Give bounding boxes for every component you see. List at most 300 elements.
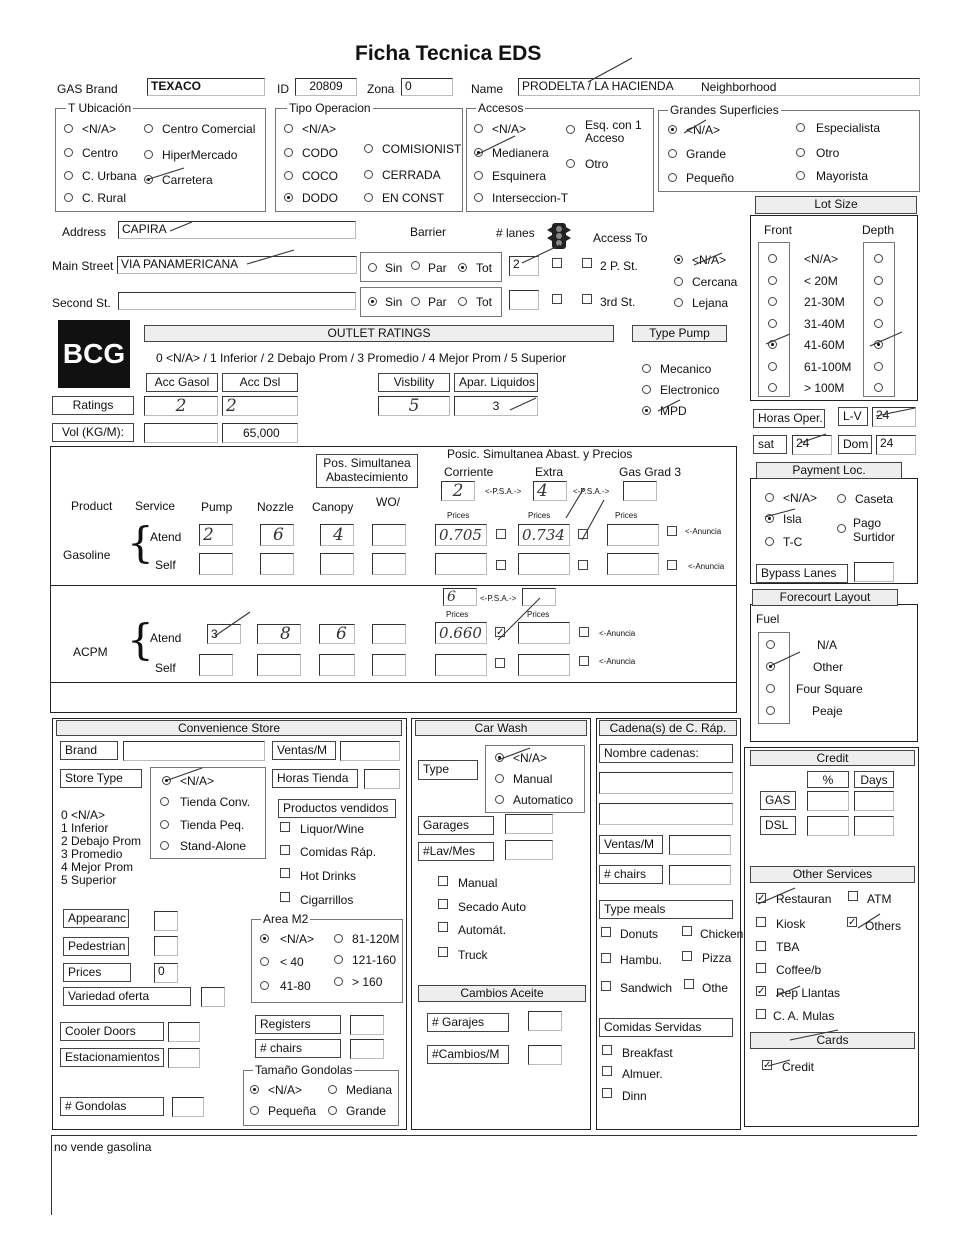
gasoline-self-price-extra[interactable] xyxy=(518,553,570,575)
lot-size-title: Lot Size xyxy=(755,196,917,214)
second-barrier-par-radio[interactable] xyxy=(411,297,420,306)
service-restauran-label: Restauran xyxy=(776,892,832,906)
outlet-ratings-title: OUTLET RATINGS xyxy=(144,325,614,342)
lot-front-radio[interactable] xyxy=(768,362,777,371)
cs-product-liquor-check[interactable] xyxy=(280,822,290,832)
prices-label-1: Prices xyxy=(447,511,470,520)
acpm-self-nozzle-field[interactable] xyxy=(257,654,301,676)
neighborhood-label: Neighborhood xyxy=(701,80,777,94)
second-st-field[interactable] xyxy=(118,292,356,310)
pump-mecanico-radio[interactable] xyxy=(642,364,651,373)
accesos-interseccion-radio[interactable] xyxy=(474,193,483,202)
acpm-self-pump-field[interactable] xyxy=(199,654,233,676)
second-st-label: Second St. xyxy=(52,296,111,310)
cs-area-81-radio[interactable] xyxy=(334,934,343,943)
cs-prices-field[interactable]: 0 xyxy=(154,963,178,983)
name-label: Name xyxy=(471,82,504,96)
vol-dsl-field[interactable]: 65,000 xyxy=(222,423,298,443)
lv-field[interactable]: 24 xyxy=(872,407,916,427)
vol-label: Vol (KG/M): xyxy=(52,423,134,442)
acpm-atend-wo-field[interactable] xyxy=(372,624,406,644)
dom-field[interactable]: 24 xyxy=(876,435,916,455)
credit-gas-days-field[interactable] xyxy=(854,791,894,811)
meal-donuts-label: Donuts xyxy=(620,927,659,941)
cs-product-liquor-label: Liquor/Wine xyxy=(300,822,365,836)
cs-area-41-radio[interactable] xyxy=(260,981,269,990)
service-tba-label: TBA xyxy=(776,940,800,954)
acpm-psa-label: <-P.S.A.-> xyxy=(480,594,517,603)
gs-otro-radio[interactable] xyxy=(796,148,805,157)
access-cercana-label: Cercana xyxy=(692,275,738,289)
tipo-op-coco-radio[interactable] xyxy=(284,171,293,180)
cs-tamano-pequena-radio[interactable] xyxy=(250,1106,259,1115)
cards-credit-label: Credit xyxy=(782,1060,815,1074)
lot-size-option-label: < 20M xyxy=(804,273,838,288)
cs-pedestrian-label: Pedestrian xyxy=(63,937,129,956)
gasoline-self-label: Self xyxy=(155,558,176,572)
main-lanes-check-1[interactable] xyxy=(552,258,562,268)
second-barrier-sin-radio[interactable] xyxy=(368,297,377,306)
ca-cambios-field[interactable] xyxy=(528,1045,562,1065)
lot-front-radio[interactable] xyxy=(768,383,777,392)
credit-dsl-pct-field[interactable] xyxy=(807,816,849,836)
cs-area-na-radio[interactable] xyxy=(260,934,269,943)
ratings-label: Ratings xyxy=(52,396,134,415)
type-pump-title: Type Pump xyxy=(632,325,727,342)
gasoline-atend-anuncia-check-1[interactable] xyxy=(496,529,506,539)
lot-size-option-label: 31-40M xyxy=(804,316,845,331)
gasoline-self-anuncia-label: <-Anuncia xyxy=(688,562,725,571)
main-barrier-tot-label: Tot xyxy=(476,261,493,275)
acpm-psa-field[interactable]: 6 xyxy=(443,588,477,606)
third-st-checkbox[interactable] xyxy=(582,294,592,304)
gasoline-atend-pump-field[interactable]: 2 xyxy=(199,524,233,546)
acpm-atend-label: Atend xyxy=(150,631,182,645)
gs-pequeno-label: Pequeño xyxy=(686,171,735,185)
cw-type-manual-radio[interactable] xyxy=(495,774,504,783)
pump-electronico-radio[interactable] xyxy=(642,385,651,394)
pump-electronico-label: Electronico xyxy=(660,383,720,397)
gasoline-self-canopy-field[interactable] xyxy=(320,553,354,575)
acc-dsl-label: Acc Dsl xyxy=(222,373,298,392)
cs-product-hot-drinks-label: Hot Drinks xyxy=(300,869,357,883)
gs-especialista-radio[interactable] xyxy=(796,123,805,132)
acpm-atend-pump-field[interactable]: 3 xyxy=(207,624,241,644)
cs-tamano-grande-radio[interactable] xyxy=(328,1106,337,1115)
tipo-op-cerrada-radio[interactable] xyxy=(364,170,373,179)
cw-type-auto-radio[interactable] xyxy=(495,795,504,804)
acpm-self-anuncia-check-1[interactable] xyxy=(495,658,505,668)
credit-title: Credit xyxy=(750,750,915,766)
cadenas-nombre-field-2[interactable] xyxy=(599,803,733,825)
cs-scale-1: 1 Inferior xyxy=(61,821,109,835)
payment-caseta-radio[interactable] xyxy=(837,494,846,503)
gasoline-self-anuncia-check-2[interactable] xyxy=(578,560,588,570)
lot-front-radio[interactable] xyxy=(768,297,777,306)
convenience-title: Convenience Store xyxy=(56,720,402,736)
access-na-radio[interactable] xyxy=(674,255,683,264)
gasoline-self-anuncia-check-3[interactable] xyxy=(667,560,677,570)
cs-store-conv-radio[interactable] xyxy=(160,797,169,806)
forecourt-other-radio[interactable] xyxy=(766,662,775,671)
breakfast-check[interactable] xyxy=(602,1045,612,1055)
cs-gondolas-field[interactable] xyxy=(172,1097,204,1117)
gs-mayorista-radio[interactable] xyxy=(796,171,805,180)
cw-truck-check[interactable] xyxy=(438,947,448,957)
cs-product-hot-drinks-check[interactable] xyxy=(280,868,290,878)
second-lanes-field[interactable] xyxy=(509,290,539,310)
acpm-brace: { xyxy=(127,615,154,664)
gasoline-self-nozzle-field[interactable] xyxy=(260,553,294,575)
lot-front-radio[interactable] xyxy=(768,254,777,263)
cs-scale-0: 0 <N/A> xyxy=(61,808,106,822)
main-lanes-field[interactable]: 2 xyxy=(509,256,539,276)
gas-brand-label: GAS Brand xyxy=(57,82,118,96)
payment-isla-radio[interactable] xyxy=(765,514,774,523)
accesos-otro-radio[interactable] xyxy=(566,159,575,168)
second-barrier-tot-radio[interactable] xyxy=(458,297,467,306)
credit-dsl-days-field[interactable] xyxy=(854,816,894,836)
accesos-interseccion-label: Interseccion-T xyxy=(492,191,569,205)
cw-type-auto-label: Automatico xyxy=(513,793,574,807)
access-lejana-radio[interactable] xyxy=(674,298,683,307)
cs-tamano-mediana-radio[interactable] xyxy=(328,1085,337,1094)
lot-depth-radio[interactable] xyxy=(874,362,883,371)
tipo-op-comisionist-radio[interactable] xyxy=(364,144,373,153)
tipo-op-codo-label: CODO xyxy=(302,146,338,160)
dinn-check[interactable] xyxy=(602,1088,612,1098)
main-street-field[interactable]: VIA PANAMERICANA xyxy=(117,256,357,274)
lot-depth-radio[interactable] xyxy=(874,383,883,392)
cs-brand-label: Brand xyxy=(60,741,118,760)
accesos-otro-label: Otro xyxy=(585,157,609,171)
cs-pedestrian-field[interactable] xyxy=(154,936,178,956)
tipo-op-na-radio[interactable] xyxy=(284,124,293,133)
acpm-product-label: ACPM xyxy=(73,645,108,659)
meal-pizza-check[interactable] xyxy=(682,951,692,961)
other-services-title: Other Services xyxy=(750,866,915,883)
accesos-esq-radio[interactable] xyxy=(566,125,575,134)
dinn-label: Dinn xyxy=(622,1089,647,1103)
forecourt-na-label: N/A xyxy=(817,638,838,652)
cs-product-comidas-label: Comidas Ráp. xyxy=(300,845,377,859)
pump-mpd-label: MPD xyxy=(660,404,687,418)
gasoline-self-price-grad3[interactable] xyxy=(607,553,659,575)
credit-gas-pct-field[interactable] xyxy=(807,791,849,811)
accesos-medianera-radio[interactable] xyxy=(474,148,483,157)
lot-size-option-label: 61-100M xyxy=(804,359,852,374)
pos-simultanea-label: Pos. Simultanea Abastecimiento xyxy=(316,454,418,488)
gs-na-radio[interactable] xyxy=(668,125,677,134)
cadenas-ventas-field[interactable] xyxy=(669,835,731,855)
pump-mpd-radio[interactable] xyxy=(642,406,651,415)
cw-automat-check[interactable] xyxy=(438,922,448,932)
t-ubicacion-carretera-radio[interactable] xyxy=(144,175,153,184)
access-cercana-radio[interactable] xyxy=(674,277,683,286)
cs-variedad-field[interactable] xyxy=(201,987,225,1007)
cw-secado-label: Secado Auto xyxy=(458,900,527,914)
gs-grande-radio[interactable] xyxy=(668,149,677,158)
service-kiosk-check[interactable] xyxy=(756,917,766,927)
gasoline-atend-canopy-field[interactable]: 4 xyxy=(320,524,354,546)
main-barrier-par-label: Par xyxy=(428,261,447,275)
second-barrier-sin-label: Sin xyxy=(385,295,403,309)
lot-depth-radio[interactable] xyxy=(874,340,883,349)
lot-depth-radio[interactable] xyxy=(874,254,883,263)
third-st-label: 3rd St. xyxy=(600,295,636,309)
cs-estacionamientos-label: Estacionamientos xyxy=(60,1048,164,1067)
pump-mecanico-label: Mecanico xyxy=(660,362,712,376)
t-ubicacion-na-radio[interactable] xyxy=(64,124,73,133)
pump-col-label: Pump xyxy=(201,500,233,514)
gasoline-self-pump-field[interactable] xyxy=(199,553,233,575)
second-lanes-check-1[interactable] xyxy=(552,294,562,304)
rating-acc-gasol-field[interactable]: 2 xyxy=(144,396,218,416)
acpm-self-wo-field[interactable] xyxy=(372,654,406,676)
service-coffee-check[interactable] xyxy=(756,963,766,973)
cw-manual-check[interactable] xyxy=(438,876,448,886)
cs-variedad-label: Variedad oferta xyxy=(63,987,191,1006)
nozzle-col-label: Nozzle xyxy=(257,500,294,514)
cadenas-nombre-field-1[interactable] xyxy=(599,772,733,794)
cw-type-manual-label: Manual xyxy=(513,772,553,786)
gs-pequeno-radio[interactable] xyxy=(668,173,677,182)
payment-caseta-label: Caseta xyxy=(855,492,894,506)
cadenas-title: Cadena(s) de C. Ráp. xyxy=(599,720,737,736)
t-ubicacion-c-rural-radio[interactable] xyxy=(64,193,73,202)
lot-front-radio[interactable] xyxy=(768,340,777,349)
cs-tamano-title: Tamaño Gondolas xyxy=(255,1063,353,1077)
lot-depth-radio[interactable] xyxy=(874,319,883,328)
cadenas-chairs-field[interactable] xyxy=(669,865,731,885)
cs-area-121-radio[interactable] xyxy=(334,955,343,964)
tipo-op-en-const-label: EN CONST xyxy=(382,191,445,205)
zona-field[interactable]: 0 xyxy=(401,78,453,96)
cw-garages-field[interactable] xyxy=(505,814,553,834)
cs-store-na-radio[interactable] xyxy=(162,776,171,785)
t-ubicacion-c-urbana-label: C. Urbana xyxy=(82,169,137,183)
meal-donuts-check[interactable] xyxy=(601,927,611,937)
lot-depth-radio[interactable] xyxy=(874,276,883,285)
meal-hambu-label: Hambu. xyxy=(620,953,663,967)
service-others-check[interactable]: ✓ xyxy=(848,917,857,928)
tipo-op-na-label: <N/A> xyxy=(302,122,337,136)
cs-estacionamientos-field[interactable] xyxy=(168,1048,200,1068)
accesos-esq-label: Esq. con 1 Acceso xyxy=(585,118,642,145)
prices-label-3: Prices xyxy=(615,511,638,520)
canopy-col-label: Canopy xyxy=(312,500,354,514)
cs-tamano-mediana-label: Mediana xyxy=(346,1083,393,1097)
gs-grande-label: Grande xyxy=(686,147,727,161)
cs-product-comidas-check[interactable] xyxy=(280,845,290,855)
gasoline-atend-anuncia-check-2[interactable] xyxy=(578,529,588,539)
acpm-self-price-field-2[interactable] xyxy=(518,654,570,676)
gasoline-atend-wo-field[interactable] xyxy=(372,524,406,546)
cs-tamano-na-radio[interactable] xyxy=(250,1085,259,1094)
acpm-atend-nozzle-field[interactable]: 8 xyxy=(257,624,301,644)
name-field[interactable] xyxy=(518,78,920,96)
psa-label-1: <-P.S.A.-> xyxy=(485,487,522,496)
gasoline-atend-price-grad3[interactable] xyxy=(607,524,659,546)
lot-front-radio[interactable] xyxy=(768,276,777,285)
acpm-atend-anuncia-check-2[interactable] xyxy=(579,627,589,637)
cw-secado-check[interactable] xyxy=(438,899,448,909)
rating-visibility-field[interactable]: 5 xyxy=(378,396,450,416)
main-barrier-sin-radio[interactable] xyxy=(368,263,377,272)
cs-store-peq-radio[interactable] xyxy=(160,820,169,829)
gasoline-atend-price-corriente[interactable]: 0.705 xyxy=(435,524,487,546)
cs-area-160-label: > 160 xyxy=(352,975,383,989)
cs-registers-field[interactable] xyxy=(350,1015,384,1035)
cs-scale-3: 3 Promedio xyxy=(61,847,123,861)
service-restauran-check[interactable]: ✓ xyxy=(757,893,766,904)
gasoline-product-label: Gasoline xyxy=(63,548,111,562)
gas-brand-field[interactable]: TEXACO xyxy=(147,78,265,96)
meal-sandwich-check[interactable] xyxy=(601,981,611,991)
cs-area-160-radio[interactable] xyxy=(334,977,343,986)
accesos-esquinera-label: Esquinera xyxy=(492,169,547,183)
cs-area-40-radio[interactable] xyxy=(260,957,269,966)
cs-scale-2: 2 Debajo Prom xyxy=(61,834,142,848)
access-na-label: <N/A> xyxy=(692,253,727,267)
t-ubicacion-centro-comercial-radio[interactable] xyxy=(144,124,153,133)
cs-appearance-field[interactable] xyxy=(154,911,178,931)
t-ubicacion-centro-label: Centro xyxy=(82,146,119,160)
cw-lav-field[interactable] xyxy=(505,840,553,860)
payment-tc-radio[interactable] xyxy=(765,537,774,546)
lot-depth-label: Depth xyxy=(862,223,895,237)
meal-chicken-check[interactable] xyxy=(682,926,692,936)
notes-field[interactable] xyxy=(51,1135,917,1215)
bypass-lanes-field[interactable] xyxy=(854,562,894,582)
acpm-atend-price-field-2[interactable] xyxy=(518,622,570,644)
cs-ventas-field[interactable] xyxy=(340,741,400,761)
credit-days-label: Days xyxy=(854,771,894,788)
cs-ventas-label: Ventas/M xyxy=(272,741,336,760)
corriente-psa-field[interactable]: 2 xyxy=(441,481,475,501)
vol-gasol-field[interactable] xyxy=(144,423,218,443)
cw-type-na-radio[interactable] xyxy=(495,753,504,762)
gasoline-self-wo-field[interactable] xyxy=(372,553,406,575)
service-rep-llantas-check[interactable]: ✓ xyxy=(757,986,766,997)
gasoline-atend-price-extra[interactable]: 0.734 xyxy=(518,524,570,546)
gasoline-self-price-corriente[interactable] xyxy=(435,553,487,575)
second-barrier-par-label: Par xyxy=(428,295,447,309)
cs-cooler-field[interactable] xyxy=(168,1022,200,1042)
accesos-esquinera-radio[interactable] xyxy=(474,171,483,180)
cadenas-nombre-label: Nombre cadenas: xyxy=(599,744,733,763)
forecourt-four-square-radio[interactable] xyxy=(766,684,775,693)
meal-hambu-check[interactable] xyxy=(601,953,611,963)
gasoline-atend-nozzle-field[interactable]: 6 xyxy=(260,524,294,546)
main-street-label: Main Street xyxy=(52,259,114,273)
grad3-psa-field[interactable] xyxy=(623,481,657,501)
acpm-self-anuncia-check-2[interactable] xyxy=(579,656,589,666)
lanes-label: # lanes xyxy=(496,226,535,240)
cambios-aceite-title: Cambios Aceite xyxy=(418,985,586,1002)
rating-apar-field[interactable]: 3 xyxy=(454,396,538,416)
cs-area-40-label: < 40 xyxy=(280,955,304,969)
id-field[interactable]: 20809 xyxy=(295,78,357,96)
accesos-na-radio[interactable] xyxy=(474,124,483,133)
credit-dsl-label: DSL xyxy=(760,816,796,835)
acpm-self-price-field[interactable] xyxy=(435,654,487,676)
acpm-self-label: Self xyxy=(155,661,176,675)
rating-acc-dsl-field[interactable]: 2 xyxy=(222,396,298,416)
tipo-op-en-const-radio[interactable] xyxy=(364,193,373,202)
cw-automat-label: Automát. xyxy=(458,923,507,937)
forecourt-na-radio[interactable] xyxy=(766,640,775,649)
acpm-atend-anuncia-check-1[interactable]: ✓ xyxy=(496,627,505,638)
payment-surtidor-radio[interactable] xyxy=(837,524,846,533)
id-label: ID xyxy=(277,82,289,96)
address-label: Address xyxy=(62,225,107,239)
acpm-atend-canopy-field[interactable]: 6 xyxy=(319,624,355,644)
service-atm-check[interactable] xyxy=(848,891,858,901)
cs-store-stand-radio[interactable] xyxy=(160,841,169,850)
almuer-check[interactable] xyxy=(602,1066,612,1076)
acpm-atend-anuncia-label: <-Anuncia xyxy=(599,629,636,638)
lot-front-radio[interactable] xyxy=(768,319,777,328)
cs-scale-list xyxy=(61,809,141,887)
forecourt-peaje-radio[interactable] xyxy=(766,706,775,715)
traffic-light-icon xyxy=(546,221,572,251)
gasoline-self-anuncia-check-1[interactable] xyxy=(496,560,506,570)
acpm-self-canopy-field[interactable] xyxy=(319,654,355,676)
extra-psa-field[interactable]: 4 xyxy=(533,481,567,501)
tipo-op-dodo-radio[interactable] xyxy=(284,193,293,202)
service-kiosk-label: Kiosk xyxy=(776,917,806,931)
accesos-na-label: <N/A> xyxy=(492,122,527,136)
cs-brand-field[interactable] xyxy=(123,741,265,761)
cs-scale-4: 4 Mejor Prom xyxy=(61,860,134,874)
ca-garajes-field[interactable] xyxy=(528,1011,562,1031)
cs-chairs-field[interactable] xyxy=(350,1039,384,1059)
credit-pct-label: % xyxy=(807,771,849,788)
cards-credit-check[interactable]: ✓ xyxy=(763,1060,772,1071)
cs-productos-label: Productos vendidos xyxy=(278,799,396,818)
meal-othe-check[interactable] xyxy=(684,979,694,989)
p-st-checkbox[interactable] xyxy=(582,258,592,268)
main-barrier-par-radio[interactable] xyxy=(411,261,420,270)
t-ubicacion-centro-radio[interactable] xyxy=(64,148,73,157)
service-others-label: Others xyxy=(865,919,902,933)
address-field[interactable]: CAPIRA xyxy=(118,221,356,239)
acpm-prices-label-1: Prices xyxy=(446,610,469,619)
payment-title: Payment Loc. xyxy=(756,462,902,479)
barrier-label: Barrier xyxy=(410,225,447,239)
sat-field[interactable]: 24 xyxy=(792,435,832,455)
gasoline-atend-anuncia-check-3[interactable] xyxy=(667,526,677,536)
cs-product-cigarrillos-check[interactable] xyxy=(280,892,290,902)
main-barrier-tot-radio[interactable] xyxy=(458,263,467,272)
t-ubicacion-c-urbana-radio[interactable] xyxy=(64,171,73,180)
lot-size-option-label: 21-30M xyxy=(804,295,845,309)
tipo-op-codo-radio[interactable] xyxy=(284,148,293,157)
payment-na-radio[interactable] xyxy=(765,493,774,502)
cs-horas-field[interactable] xyxy=(364,769,400,789)
acpm-atend-price-field[interactable]: 0.660 xyxy=(435,622,487,644)
acpm-psa-field-2[interactable] xyxy=(522,588,556,606)
main-barrier-sin-label: Sin xyxy=(385,261,403,275)
payment-na-label: <N/A> xyxy=(783,491,818,505)
service-tba-check[interactable] xyxy=(756,941,766,951)
t-ubicacion-hipermercado-radio[interactable] xyxy=(144,150,153,159)
lot-depth-radio[interactable] xyxy=(874,297,883,306)
cs-horas-label: Horas Tienda xyxy=(272,769,358,788)
meal-chicken-label: Chicken xyxy=(700,927,744,941)
service-mulas-check[interactable] xyxy=(756,1009,766,1019)
